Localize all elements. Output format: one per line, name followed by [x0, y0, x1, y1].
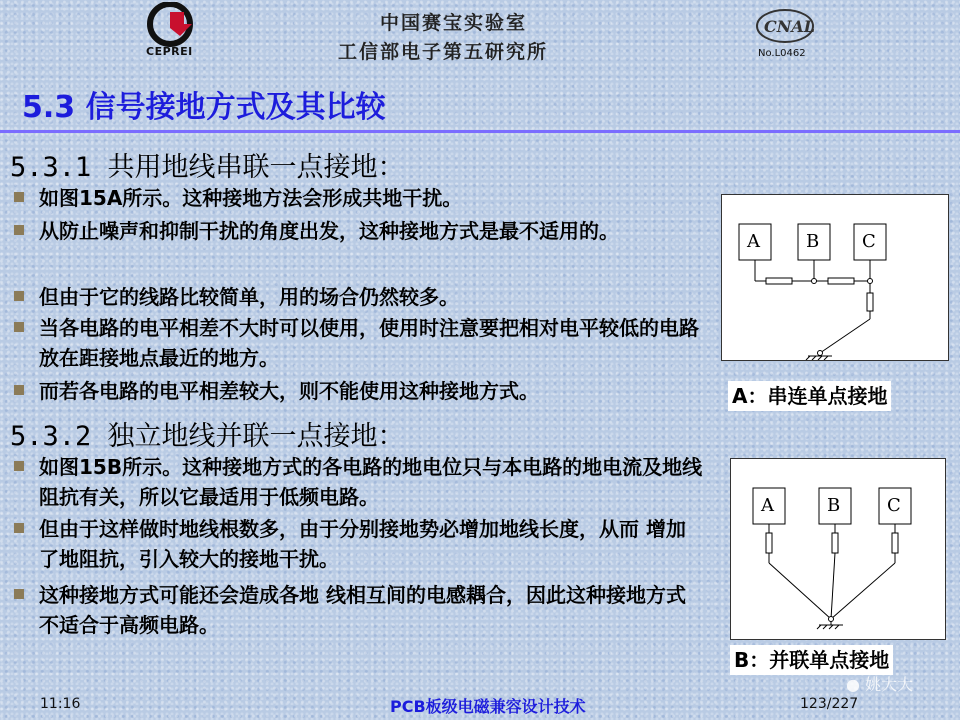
bullet-square-icon: [14, 322, 24, 332]
section2-bullet: [14, 580, 704, 640]
parallel-grounding-schematic: [731, 459, 945, 639]
cnal-registration-code: No.L0462: [758, 48, 806, 59]
bullet-text: 而若各电路的电平相差较大，则不能使用这种接地方式。: [39, 379, 539, 403]
cnal-logo-text: CNAL: [764, 17, 816, 36]
section1-bullet: [14, 376, 704, 406]
section1-bullet: [14, 183, 704, 213]
watermark: [846, 672, 913, 695]
bullet-square-icon: [14, 192, 24, 202]
bullet-text: 如图15B所示。这种接地方式的各电路的地电位只与本电路的地电流及地线阻抗有关，所以它最适用于低频电路。: [39, 455, 703, 509]
watermark-chat-icon: ●: [846, 675, 860, 694]
bullet-text: 当各电路的电平相差不大时可以使用，使用时注意要把相对电平较低的电路放在距接地点最近的地方。: [39, 316, 699, 370]
diagram-a-box-label: A: [747, 231, 760, 252]
bullet-square-icon: [14, 291, 24, 301]
diagram-a-box-label: B: [806, 231, 820, 252]
bullet-text: 但由于它的线路比较简单，用的场合仍然较多。: [39, 285, 459, 309]
header-institute-name: 工信部电子第五研究所: [338, 41, 549, 63]
slide-header: [0, 0, 960, 66]
bullet-square-icon: [14, 385, 24, 395]
bullet-text: 如图15A所示。这种接地方法会形成共地干扰。: [39, 186, 463, 210]
header-org-name: 中国赛宝实验室: [380, 12, 528, 34]
section2-heading: 5.3.2 独立地线并联一点接地：: [10, 421, 405, 452]
cnal-logo-icon: [752, 6, 818, 52]
ceprei-logo-text: CEPREI: [146, 45, 193, 58]
section1-bullet: [14, 282, 704, 312]
diagram-a-box-label: C: [862, 231, 876, 252]
section2-bullet: [14, 452, 704, 512]
diagram-parallel-grounding: [730, 458, 946, 640]
series-grounding-schematic: [722, 195, 948, 360]
diagram-series-grounding: [721, 194, 949, 361]
section1-bullet: [14, 216, 704, 246]
section1-bullet: [14, 313, 704, 373]
footer-course-title: PCB板级电磁兼容设计技术: [390, 697, 586, 716]
bullet-square-icon: [14, 523, 24, 533]
diagram-b-box-label: C: [887, 495, 901, 516]
diagram-b-caption: B：并联单点接地: [730, 645, 893, 675]
bullet-square-icon: [14, 225, 24, 235]
section1-heading: 5.3.1 共用地线串联一点接地：: [10, 152, 405, 183]
slide-title: 5.3 信号接地方式及其比较: [22, 90, 386, 125]
diagram-a-caption: A：串连单点接地: [728, 381, 891, 411]
section2-bullet: [14, 514, 704, 574]
footer-page-number: 123/227: [800, 696, 859, 712]
bullet-text: 这种接地方式可能还会造成各地 线相互间的电感耦合，因此这种接地方式不适合于高频电路。: [39, 583, 686, 637]
bullet-text: 但由于这样做时地线根数多，由于分别接地势必增加地线长度，从而 增加了地阻抗，引入较大的接地干扰。: [39, 517, 686, 571]
bullet-text: 从防止噪声和抑制干扰的角度出发，这种接地方式是最不适用的。: [39, 219, 619, 243]
diagram-b-box-label: A: [761, 495, 774, 516]
watermark-text: 姚大大: [865, 675, 914, 694]
footer-time: 11:16: [40, 696, 81, 712]
diagram-b-box-label: B: [827, 495, 841, 516]
title-divider: [0, 130, 960, 133]
bullet-square-icon: [14, 461, 24, 471]
bullet-square-icon: [14, 589, 24, 599]
